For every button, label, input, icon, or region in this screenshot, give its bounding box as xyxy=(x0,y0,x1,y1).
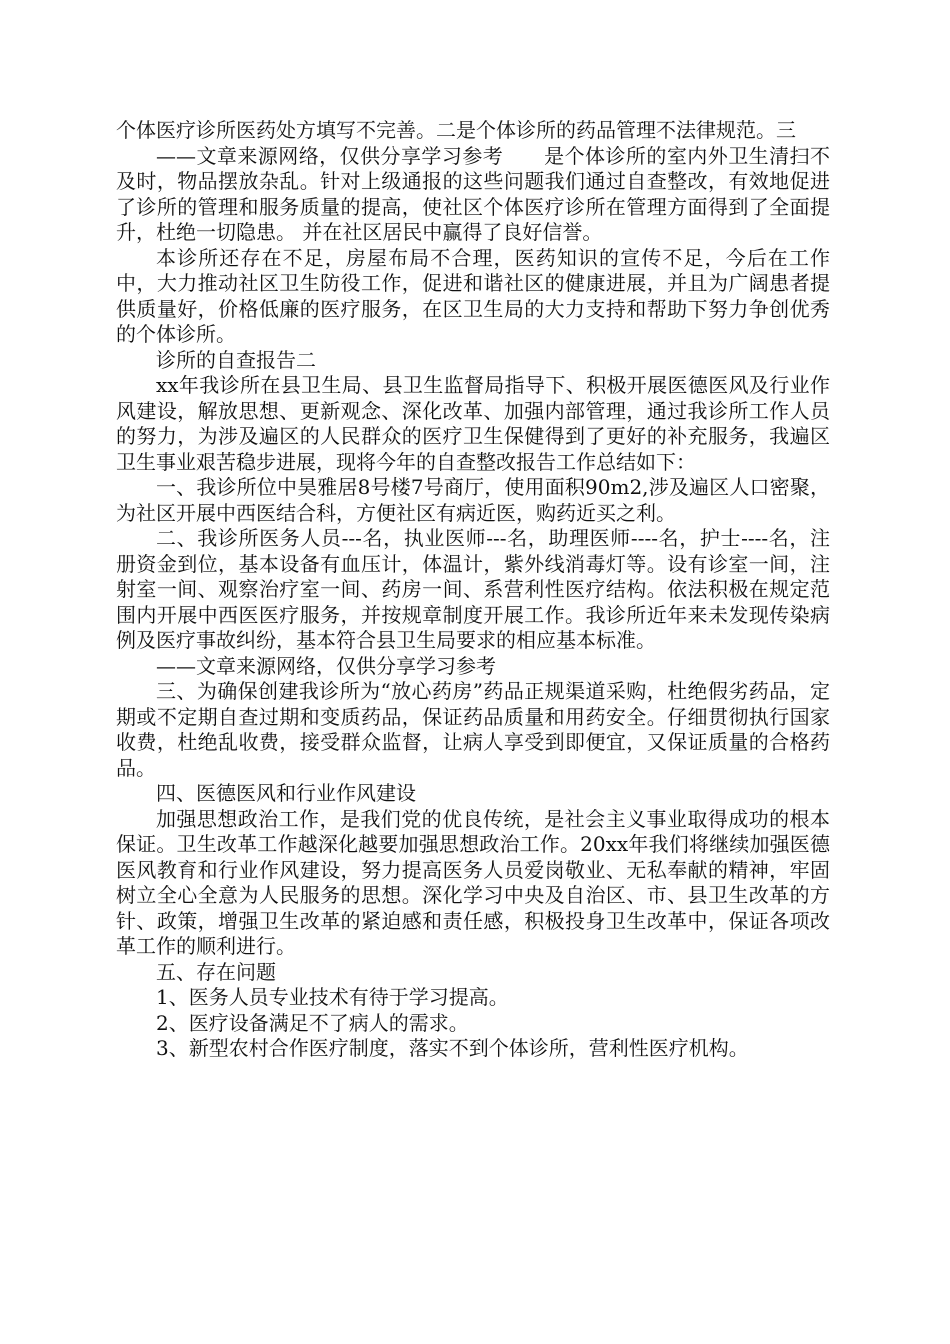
section-heading-report-2: 诊所的自查报告二 xyxy=(156,347,316,372)
paragraph-9: 三、为确保创建我诊所为“放心药房”药品正规渠道采购，杜绝假劣药品，定期或不定期自查过期和变质药品，保证药品质量和用药安全。仔细贯彻执行国家收费，杜绝乱收费，接受群众监督，让病人享受到即便宜，又保证质量的合格药品。 xyxy=(116,679,830,780)
paragraph-11: 加强思想政治工作，是我们党的优良传统，是社会主义事业取得成功的根本保证。卫生改革工作越深化越要加强思想政治工作。20xx年我们将继续加强医德医风教育和行业作风建设，努力提高医务人员爱岗敬业、无私奉献的精神，牢固树立全心全意为人民服务的思想。深化学习中央及自治区、市、县卫生改革的方针、政策，增强卫生改革的紧迫感和责任感，积极投身卫生改革中，保证各项改革工作的顺利进行。 xyxy=(116,806,830,958)
paragraph-2: ——文章来源网络，仅供分享学习参考 是个体诊所的室内外卫生清扫不及时，物品摆放杂乱。针对上级通报的这些问题我们通过自查整改，有效地促进了诊所的管理和服务质量的提高，使社区个体医疗诊所在管理方面得到了全面提升，杜绝一切隐患。 并在社区居民中赢得了良好信誉。 xyxy=(116,143,830,244)
problem-item-3: 3、新型农村合作医疗制度，落实不到个体诊所，营利性医疗机构。 xyxy=(156,1036,749,1060)
paragraph-5: xx年我诊所在县卫生局、县卫生监督局指导下、积极开展医德医风及行业作风建设，解放思想、更新观念、深化改革、加强内部管理，通过我诊所工作人员的努力，为涉及遍区的人民群众的医疗卫生保健得到了更好的补充服务，我遍区卫生事业艰苦稳步进展，现将今年的自查整改报告工作总结如下： xyxy=(116,373,830,474)
document-page xyxy=(116,118,830,1062)
paragraph-3: 本诊所还存在不足，房屋布局不合理，医药知识的宣传不足，今后在工作中，大力推动社区卫生防役工作，促进和谐社区的健康进展，并且为广阔患者提供质量好，价格低廉的医疗服务，在区卫生局的大力支持和帮助下努力争创优秀的个体诊所。 xyxy=(116,245,830,346)
section-heading-ethics: 四、医德医风和行业作风建设 xyxy=(156,781,416,805)
paragraph-7: 二、我诊所医务人员---名，执业医师---名，助理医师----名，护士----名，注册资金到位，基本设备有血压计，体温计，紫外线消毒灯等。设有诊室一间，注射室一间、观察治疗室一间、药房一间、系营利性医疗结构。依法积极在规定范围内开展中西医医疗服务，并按规章制度开展工作。我诊所近年来未发现传染病例及医疗事故纠纷，基本符合县卫生局要求的相应基本标准。 xyxy=(116,526,830,652)
paragraph-1: 个体医疗诊所医药处方填写不完善。二是个体诊所的药品管理不法律规范。三 xyxy=(116,118,796,142)
problem-item-1: 1、医务人员专业技术有待于学习提高。 xyxy=(156,985,509,1009)
section-heading-problems: 五、存在问题 xyxy=(156,959,276,984)
problem-item-2: 2、医疗设备满足不了病人的需求。 xyxy=(156,1010,469,1035)
paragraph-6: 一、我诊所位中昊雅居8号楼7号商厅，使用面积90m2,涉及遍区人口密聚，为社区开展中西医结合科，方便社区有病近医，购药近买之利。 xyxy=(116,475,830,525)
source-note: ——文章来源网络，仅供分享学习参考 xyxy=(156,653,496,678)
